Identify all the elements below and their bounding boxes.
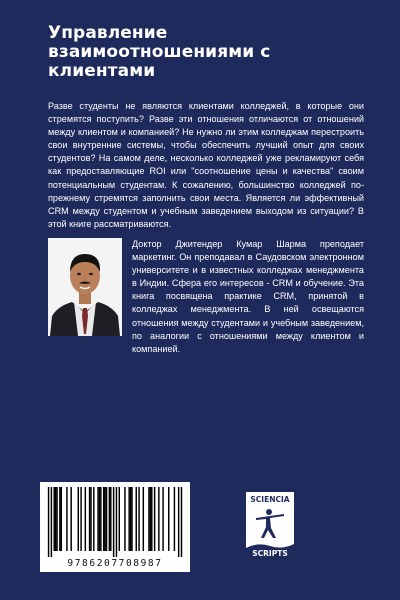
barcode-bar xyxy=(104,487,105,551)
isbn-barcode xyxy=(40,482,190,572)
barcode-bar xyxy=(150,487,151,551)
author-bio: Доктор Джитендер Кумар Шарма преподает маркетинг. Он преподавал в Саудовском электронном университете и в известных колледжах менеджмента в Индии. Сфера его интересов - CRM и обучение. Эта книга посвящена практике CRM, принятой в колледжах менеджмента. В ней освещаются отношения между студентами и учебным заведением, по аналогии с отношениями между клиентом и компанией. xyxy=(132,239,364,354)
barcode-bar xyxy=(55,487,56,551)
barcode-bar xyxy=(56,487,57,551)
barcode-bar xyxy=(106,487,107,551)
barcode-bar xyxy=(85,487,86,551)
barcode-bar xyxy=(97,487,98,551)
isbn-number: 9786207708987 xyxy=(67,558,163,569)
barcode-bar xyxy=(174,487,175,551)
barcode-bars xyxy=(45,487,185,557)
barcode-bar xyxy=(80,487,81,551)
barcode-bar xyxy=(70,487,71,551)
barcode-bar xyxy=(119,487,120,551)
book-title xyxy=(48,24,378,81)
barcode-bar xyxy=(128,487,129,551)
author-photo xyxy=(48,238,122,336)
barcode-bar xyxy=(178,487,179,557)
book-title-line-1: Управление xyxy=(48,23,168,43)
barcode-bar xyxy=(151,487,152,551)
barcode-bar xyxy=(136,487,137,551)
barcode-bar xyxy=(51,487,52,557)
barcode-bar xyxy=(89,487,90,551)
barcode-bar xyxy=(124,487,125,551)
barcode-bar xyxy=(109,487,110,551)
barcode-bar xyxy=(154,487,155,551)
barcode-bar xyxy=(100,487,101,551)
barcode-bar xyxy=(78,487,79,551)
book-title-line-3: клиентами xyxy=(48,61,156,81)
publisher-logo xyxy=(240,490,300,560)
barcode-bar xyxy=(48,487,49,557)
book-description: Разве студенты не являются клиентами колледжей, в которые они стремятся поступить? Разве эти отношения отличаются от отношений между клиентом и компанией? Не нужно ли этим колледжам перестроить свои внутренние системы, чтобы обеспечить лучший опыт для своих студентов? На самом деле, несколько колледжей уже рекламируют себя как предоставляющие ROI или "соотношение цены и качества" своим потенциальным студентам. К сожалению, большинство колледжей по-прежнему стремятся заполнить свои места. Является ли эффективный CRM между студентом и учебным заведением выходом из ситуации? В этой книге рассматриваются. xyxy=(48,101,364,229)
barcode-bar xyxy=(116,487,117,557)
barcode-bar xyxy=(168,487,169,551)
barcode-bar xyxy=(99,487,100,551)
barcode-bar xyxy=(138,487,139,551)
book-title-line-2: взаимоотношениями с xyxy=(48,42,271,62)
barcode-bar xyxy=(130,487,131,551)
barcode-bar xyxy=(66,487,67,551)
barcode-bar xyxy=(93,487,94,551)
barcode-bar xyxy=(148,487,149,551)
barcode-bar xyxy=(131,487,132,551)
barcode-bar xyxy=(61,487,62,551)
barcode-bar xyxy=(158,487,159,551)
barcode-bar xyxy=(113,487,114,557)
barcode-bar xyxy=(181,487,182,557)
barcode-bar xyxy=(143,487,144,551)
publisher-logo-line-2: SCRIPTS xyxy=(252,549,288,558)
barcode-bar xyxy=(59,487,60,551)
barcode-bar xyxy=(90,487,91,551)
barcode-bar xyxy=(53,487,54,551)
barcode-bar xyxy=(162,487,163,551)
publisher-logo-line-1: SCIENCIA xyxy=(250,495,290,504)
barcode-bar xyxy=(110,487,111,551)
barcode-bar xyxy=(103,487,104,551)
